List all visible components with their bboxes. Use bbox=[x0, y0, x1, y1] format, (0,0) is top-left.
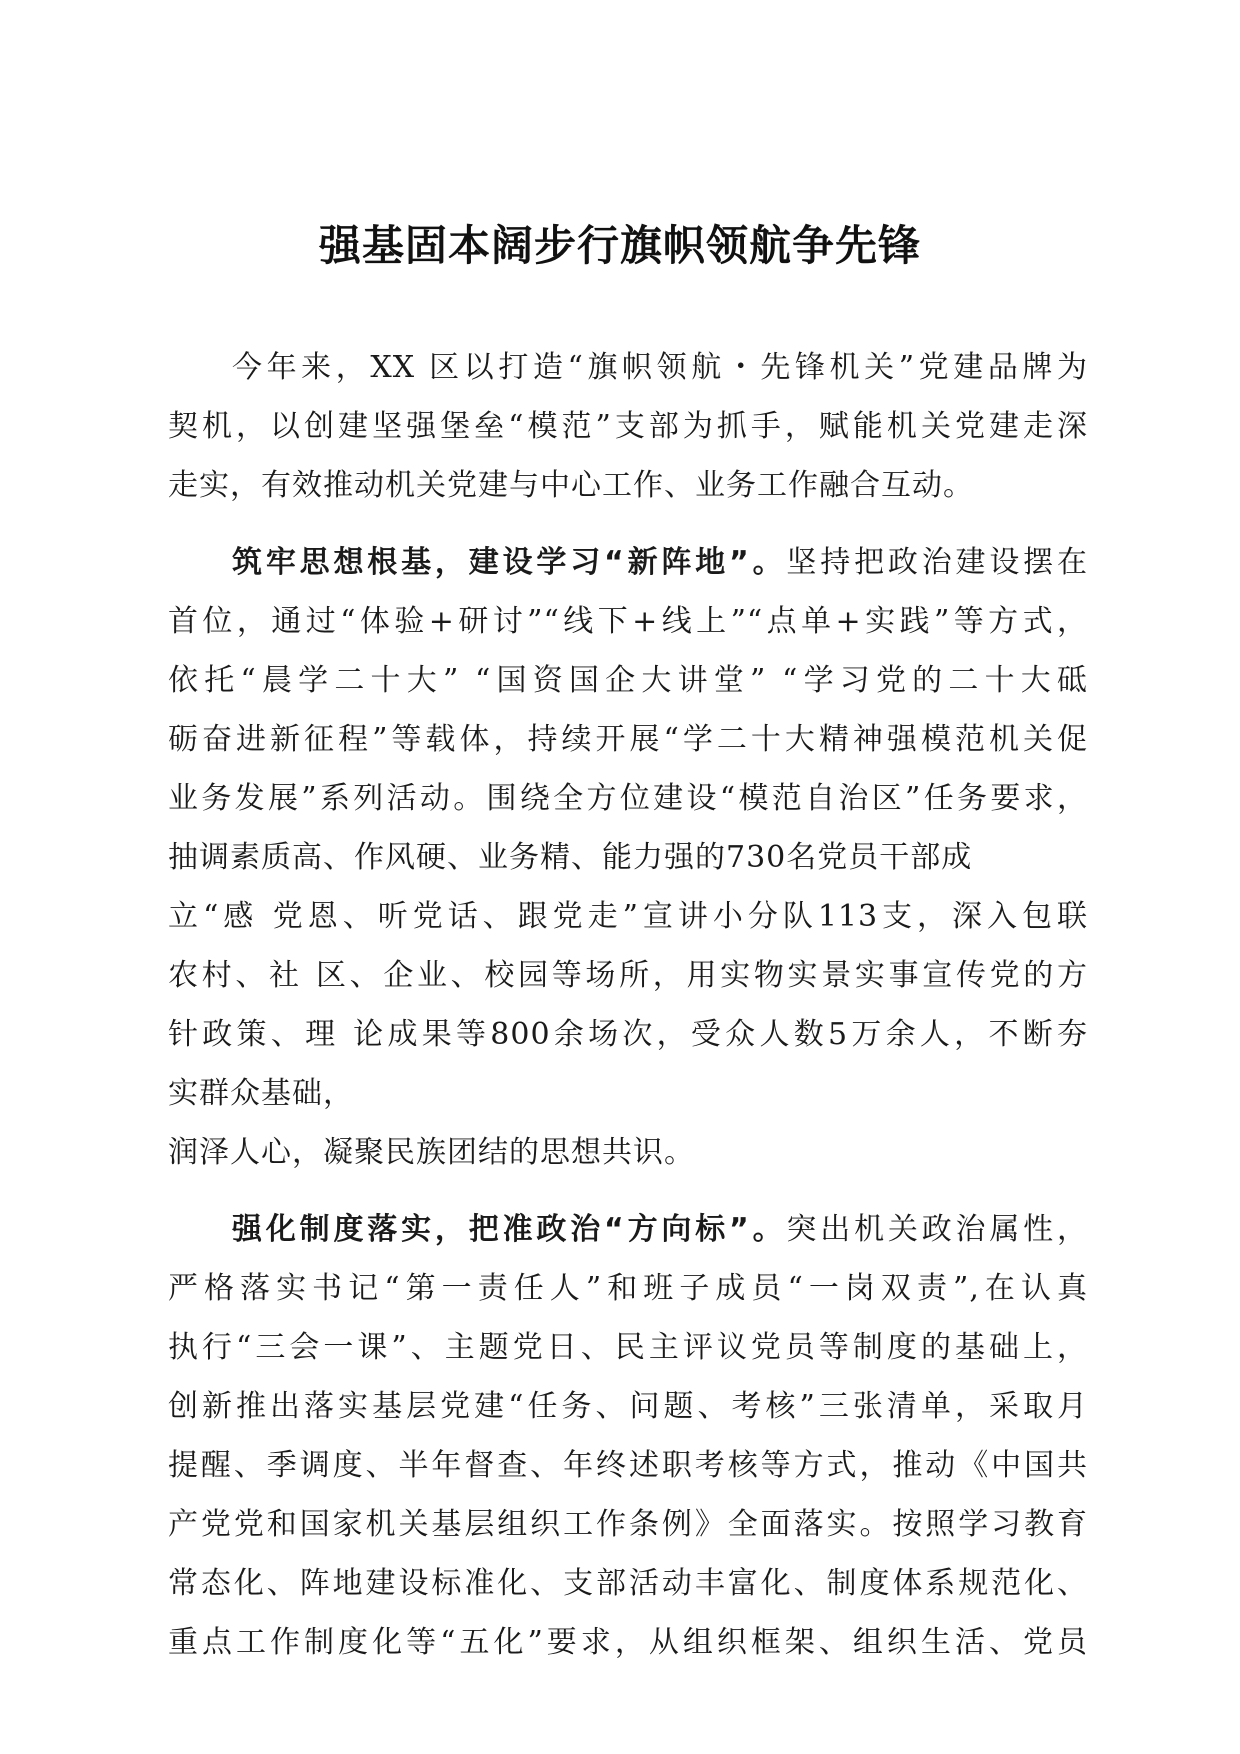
paragraph-line: 实群众基础， bbox=[168, 1076, 354, 1111]
paragraph-study bbox=[168, 533, 1088, 1182]
paragraph-line: 今年来，XX 区以打造“旗帜领航・先锋机关”党建品牌为 bbox=[232, 350, 1088, 385]
paragraph-line: 立“感 党恩、听党话、跟党走”宣讲小分队113支，深入包联 bbox=[168, 899, 1088, 934]
paragraph-line: 抽调素质高、作风硬、业务精、能力强的730名党员干部成 bbox=[168, 840, 973, 875]
paragraph-line: 砺奋进新征程”等载体，持续开展“学二十大精神强模范机关促 bbox=[168, 722, 1088, 757]
paragraph-gap bbox=[168, 1182, 1088, 1200]
paragraph-line: 产党党和国家机关基层组织工作条例》全面落实。按照学习教育 bbox=[168, 1507, 1088, 1542]
paragraph-line: 重点工作制度化等“五化”要求，从组织框架、组织生活、党员 bbox=[168, 1625, 1088, 1660]
paragraph-line: 严格落实书记“第一责任人”和班子成员“一岗双责”,在认真 bbox=[168, 1271, 1088, 1306]
paragraph-text: 突出机关政治属性， bbox=[786, 1212, 1088, 1247]
paragraph-line: 执行“三会一课”、主题党日、民主评议党员等制度的基础上， bbox=[168, 1330, 1088, 1365]
paragraph-line: 首位，通过“体验+研讨”“线下+线上”“点单+实践”等方式， bbox=[168, 604, 1088, 639]
document-title: 强基固本阔步行旗帜领航争先锋 bbox=[318, 221, 921, 270]
paragraph-gap bbox=[168, 515, 1088, 533]
paragraph-line: 依托“晨学二十大” “国资国企大讲堂” “学习党的二十大砥 bbox=[168, 663, 1088, 698]
paragraph-line: 农村、社 区、企业、校园等场所，用实物实景实事宣传党的方 bbox=[168, 958, 1088, 993]
paragraph-intro bbox=[168, 338, 1088, 515]
paragraph-line: 常态化、阵地建设标准化、支部活动丰富化、制度体系规范化、 bbox=[168, 1566, 1088, 1601]
paragraph-line: 润泽人心，凝聚民族团结的思想共识。 bbox=[168, 1135, 695, 1170]
paragraph-line: 走实，有效推动机关党建与中心工作、业务工作融合互动。 bbox=[168, 468, 974, 503]
section-heading: 强化制度落实，把准政治“方向标”。 bbox=[232, 1212, 787, 1247]
paragraph-line: 提醒、季调度、半年督查、年终述职考核等方式，推动《中国共 bbox=[168, 1448, 1088, 1483]
paragraph-first-line bbox=[168, 533, 1088, 592]
section-heading: 筑牢思想根基，建设学习“新阵地”。 bbox=[232, 545, 787, 580]
paragraph-line: 创新推出落实基层党建“任务、问题、考核”三张清单，采取月 bbox=[168, 1389, 1088, 1424]
document-body bbox=[168, 338, 1088, 1672]
paragraph-line: 针政策、理 论成果等800余场次，受众人数5万余人，不断夯 bbox=[168, 1017, 1088, 1052]
paragraph-first-line bbox=[168, 1200, 1088, 1259]
paragraph-line: 业务发展”系列活动。围绕全方位建设“模范自治区”任务要求， bbox=[168, 781, 1088, 816]
paragraph-line: 契机，以创建坚强堡垒“模范”支部为抓手，赋能机关党建走深 bbox=[168, 409, 1088, 444]
paragraph-system bbox=[168, 1200, 1088, 1672]
paragraph-text: 坚持把政治建设摆在 bbox=[786, 545, 1088, 580]
